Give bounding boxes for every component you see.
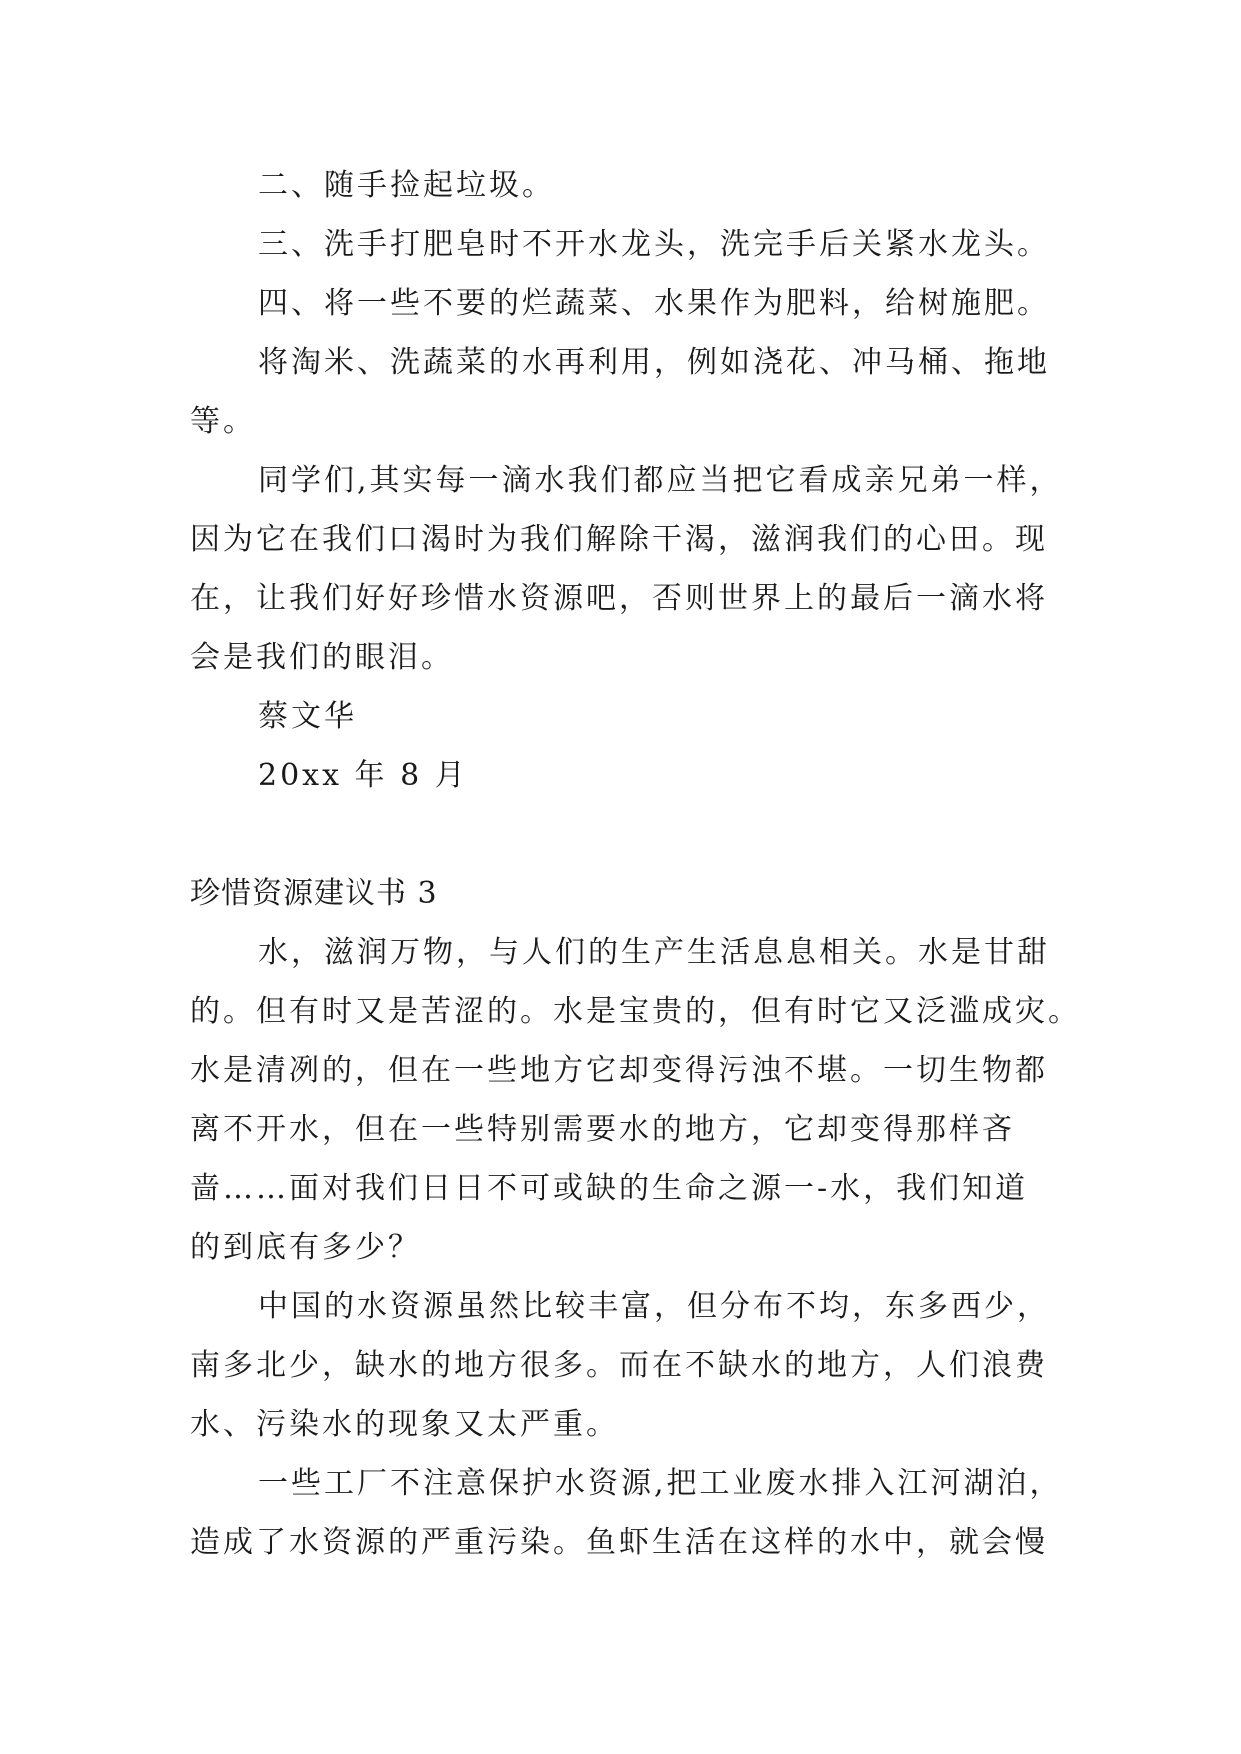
paragraph-line: 啬……面对我们日日不可或缺的生命之源一-水，我们知道 bbox=[190, 1171, 1029, 1206]
paragraph-line: 一些工厂不注意保护水资源,把工业废水排入江河湖泊， bbox=[258, 1466, 1063, 1501]
paragraph-line: 在，让我们好好珍惜水资源吧，否则世界上的最后一滴水将 bbox=[190, 581, 1048, 616]
paragraph-line: 会是我们的眼泪。 bbox=[190, 640, 454, 675]
paragraph-line: 水、污染水的现象又太严重。 bbox=[190, 1407, 619, 1442]
paragraph-line: 等。 bbox=[190, 404, 256, 439]
paragraph-line: 造成了水资源的严重污染。鱼虾生活在这样的水中，就会慢 bbox=[190, 1525, 1048, 1560]
paragraph-line: 将淘米、洗蔬菜的水再利用，例如浇花、冲马桶、拖地 bbox=[258, 345, 1050, 380]
paragraph-line: 水，滋润万物，与人们的生产生活息息相关。水是甘甜 bbox=[258, 935, 1050, 970]
paragraph-line: 同学们,其实每一滴水我们都应当把它看成亲兄弟一样， bbox=[258, 463, 1063, 498]
signature-date: 20xx 年 8 月 bbox=[258, 758, 468, 793]
signature-name: 蔡文华 bbox=[258, 699, 357, 734]
paragraph-line: 水是清冽的，但在一些地方它却变得污浊不堪。一切生物都 bbox=[190, 1053, 1048, 1088]
paragraph-line: 离不开水，但在一些特别需要水的地方，它却变得那样吝 bbox=[190, 1112, 1015, 1147]
list-item: 四、将一些不要的烂蔬菜、水果作为肥料，给树施肥。 bbox=[258, 286, 1050, 321]
paragraph-line: 的。但有时又是苦涩的。水是宝贵的，但有时它又泛滥成灾。 bbox=[190, 994, 1081, 1029]
list-item: 二、随手捡起垃圾。 bbox=[258, 168, 555, 203]
paragraph-line: 因为它在我们口渴时为我们解除干渴，滋润我们的心田。现 bbox=[190, 522, 1048, 557]
paragraph-line: 的到底有多少？ bbox=[190, 1230, 421, 1265]
paragraph-line: 南多北少，缺水的地方很多。而在不缺水的地方，人们浪费 bbox=[190, 1348, 1048, 1383]
list-item: 三、洗手打肥皂时不开水龙头，洗完手后关紧水龙头。 bbox=[258, 227, 1050, 262]
section-title: 珍惜资源建议书 3 bbox=[190, 876, 438, 911]
paragraph-line: 中国的水资源虽然比较丰富，但分布不均，东多西少， bbox=[258, 1289, 1050, 1324]
